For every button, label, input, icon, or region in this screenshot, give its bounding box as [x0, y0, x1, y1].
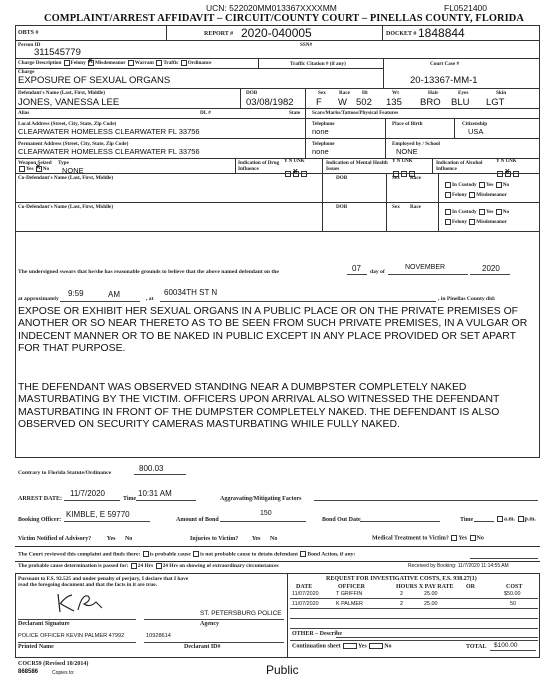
ordinance-checkbox[interactable]: [181, 60, 187, 66]
pm-label: p.m.: [524, 516, 536, 523]
local-address: CLEARWATER HOMELESS CLEARWATER FL 33756: [18, 127, 200, 136]
telephone-local: none: [312, 127, 329, 136]
ampm-checks: [496, 516, 536, 522]
medical-no-checkbox[interactable]: [470, 535, 476, 541]
form-id: 868586: [18, 669, 39, 675]
codefendant1-severity: [444, 192, 507, 198]
offense-ampm: AM: [108, 290, 120, 299]
obts-label: OBTS #: [18, 30, 39, 36]
costs-row-0-date: 11/07/2020: [292, 591, 319, 597]
perm-address: CLEARWATER HOMELESS CLEARWATER FL 33756: [18, 147, 200, 156]
hair-value: BRO: [420, 97, 441, 108]
drug-yn-header: Y N UNK: [284, 159, 305, 164]
charge-label: Charge: [18, 69, 35, 75]
codefendant2-no-label: No: [502, 209, 510, 216]
weapon-no-checkbox[interactable]: [36, 166, 42, 172]
medical-yes-checkbox[interactable]: [451, 535, 457, 541]
costs-row-0-officer: T GRIFFIN: [336, 591, 363, 597]
declarant-name: POLICE OFFICER KEVIN PALMER 47992: [18, 633, 125, 639]
costs-col-officer: OFFICER: [338, 584, 365, 590]
costs-row-1-cost: 50: [510, 601, 516, 607]
pob-label: Place of Birth: [392, 121, 423, 127]
statute-label: Contrary to Florida Statute/Ordinance: [18, 470, 112, 476]
defendant-name: JONES, VANESSA LEE: [18, 97, 120, 108]
weapon-checks: [18, 166, 49, 172]
offense-time: 9:59: [68, 289, 84, 298]
aggravating-label: Aggravating/Mitigating Factors: [220, 496, 302, 502]
codefendant2-felony-checkbox[interactable]: [445, 219, 451, 225]
costs-row-1-date: 11/07/2020: [292, 601, 319, 607]
codefendant2-yes-checkbox[interactable]: [479, 209, 485, 215]
court-review-label: The Court reviewed this complaint and finds there:: [18, 551, 141, 558]
codefendant2-custody-label: In Custody: [452, 209, 477, 216]
misdemeanor-label: Misdemeanor: [94, 60, 126, 67]
weapon-type-label: Type: [58, 160, 69, 166]
warrant-checkbox[interactable]: [128, 60, 134, 66]
ordinance-label: Ordinance: [187, 60, 212, 67]
codefendant2-severity: [444, 219, 507, 225]
no-probable-cause-label: is not probable cause to detain defendant: [200, 551, 298, 558]
continuation-row: [292, 643, 392, 649]
medical-row: [372, 535, 484, 541]
docket-label: DOCKET #: [386, 31, 417, 37]
injuries-row: [190, 536, 277, 542]
codefendant1-yes-checkbox[interactable]: [479, 182, 485, 188]
declarant-id-label: Declarant ID#: [184, 644, 221, 650]
costs-col-date: DATE: [296, 584, 313, 590]
felony-label: Felony: [70, 60, 86, 67]
codefendant2-dob-label: DOB: [336, 204, 348, 210]
race-label: Race: [339, 90, 350, 96]
codefendant2-name-label: Co-Defendant's Name (Last, First, Middle): [18, 204, 114, 210]
race-value: W: [338, 97, 347, 108]
bond-out-label: Bond Out Date: [322, 517, 361, 523]
state-label: State: [289, 110, 301, 116]
misdemeanor-checkbox[interactable]: [88, 60, 94, 66]
injuries-no: No: [270, 536, 278, 542]
weapon-yes-checkbox[interactable]: [19, 166, 25, 172]
weight-label: Wt: [392, 90, 399, 96]
codefendant1-yes-label: Yes: [485, 182, 494, 189]
victim-advisory-yes: Yes: [106, 536, 116, 542]
perm-address-label: Permanent Address (Street, City, State, Zip Code): [18, 141, 129, 147]
citizenship-value: USA: [468, 127, 484, 136]
county-text: , in Pinellas County did:: [438, 296, 496, 302]
traffic-label: Traffic: [163, 60, 179, 67]
continuation-no: No: [384, 643, 392, 650]
person-id-label: Person ID: [18, 42, 41, 48]
printed-name-label: Printed Name: [18, 644, 54, 650]
victim-advisory-label: Victim Notified of Advisory?: [18, 536, 92, 542]
sex-label: Sex: [318, 90, 326, 96]
telephone-perm: none: [312, 147, 329, 156]
booking-label: Booking Officer:: [18, 517, 62, 523]
bond-amount: 150: [260, 510, 272, 517]
citizenship-label: Citizenship: [462, 121, 488, 127]
perjury-text-1: Pursuant to F.S. 92.525 and under penalty of perjury, I declare that I have: [18, 576, 189, 582]
alcohol-influence-label: Indication of Alcohol Influence: [436, 160, 483, 172]
skin-label: Skin: [496, 90, 507, 96]
other-label: OTHER – Describe: [292, 631, 342, 637]
approx-label: at approximately: [18, 296, 59, 302]
at-label: , at: [146, 296, 154, 302]
probable-cause-checkbox[interactable]: [143, 551, 149, 557]
telephone-label: Telephone: [312, 121, 335, 127]
am-label: a.m.: [504, 516, 515, 523]
booking-officer: KIMBLE, E 59770: [66, 510, 130, 519]
scars-label: Scars/Marks/Tattoos/Physical Features: [312, 110, 399, 116]
total-label: TOTAL: [466, 644, 487, 650]
copies-label: Copies to:: [52, 670, 75, 676]
traffic-citation-label: Traffic Citation # (if any): [290, 61, 346, 67]
costs-col-or: OR: [466, 584, 475, 590]
hrs24-ext-checkbox[interactable]: [156, 563, 162, 569]
public-label: Public: [266, 663, 299, 677]
hrs24-ext-label: 24 Hrs on showing of extraordinary circumstances: [162, 563, 279, 570]
drug-checks: [284, 165, 308, 183]
codefendant2-race-label: Race: [410, 204, 421, 210]
costs-row-1-hours: 2: [400, 601, 403, 607]
perjury-text-2: read the foregoing document and that the facts in it are true.: [18, 582, 157, 588]
costs-row-0-rate: 25.00: [424, 591, 438, 597]
probable-cause-label: is probable cause: [149, 551, 191, 558]
dob-value: 03/08/1982: [246, 97, 294, 108]
narrative-statute: EXPOSE OR EXHIBIT HER SEXUAL ORGANS IN A PUBLIC PLACE OR ON THE PRIVATE PREMISES OF ANOTHER OR SO NEAR THERETO AS TO BE SEEN FROM SUCH PRIVATE PREMISES, IN A VULGAR OR INDECENT MANNER OR TO BE NAKED IN PUBLIC EXCEPT IN ANY PLACE PROVIDED OR SET APART FOR THAT PURPOSE.: [18, 306, 528, 355]
mental-yn-header: Y N UNK: [392, 159, 413, 164]
affidavit-day: 07: [352, 264, 361, 273]
codefendant1-no-label: No: [502, 182, 510, 189]
weapon-label: Weapon Seized: [18, 160, 52, 166]
sex-value: F: [316, 97, 322, 108]
court-case-label: Court Case #: [430, 61, 460, 67]
court-case-value: 20-13367-MM-1: [410, 75, 478, 86]
dob-label: DOB: [246, 90, 258, 96]
weapon-no-label: No: [42, 166, 50, 173]
docket-number: 1848844: [418, 26, 465, 40]
report-label: REPORT #: [204, 31, 234, 37]
determination-row: [18, 563, 279, 569]
court-review-row: [18, 551, 355, 557]
codefendant2-no-checkbox[interactable]: [496, 209, 502, 215]
bond-action-checkbox[interactable]: [300, 551, 306, 557]
employed-label: Employed by / School: [392, 141, 440, 147]
pm-checkbox[interactable]: [518, 516, 524, 522]
local-address-label: Local Address (Street, City, State, Zip Code): [18, 121, 117, 127]
continuation-yes-checkbox[interactable]: [343, 643, 357, 649]
victim-advisory-no: No: [124, 536, 133, 542]
codefendant1-no-checkbox[interactable]: [496, 182, 502, 188]
continuation-label: Continuation sheet: [292, 643, 341, 650]
codefendant2-misd-label: Misdemeanor: [476, 219, 507, 226]
medical-no: No: [476, 535, 484, 542]
height-value: 502: [356, 97, 372, 108]
medical-yes: Yes: [458, 535, 467, 542]
alcohol-yn-header: Y N UNK: [496, 159, 517, 164]
codefendant2-misd-checkbox[interactable]: [469, 219, 475, 225]
costs-col-cost: COST: [506, 584, 523, 590]
codefendant2-yes-label: Yes: [485, 209, 494, 216]
no-probable-cause-checkbox[interactable]: [193, 551, 199, 557]
bond-label: Amount of Bond: [176, 517, 219, 523]
felony-checkbox[interactable]: [64, 60, 70, 66]
weight-value: 135: [386, 97, 402, 108]
arrest-date-label: ARREST DATE:: [18, 496, 62, 502]
charge-desc-row: [18, 60, 211, 66]
arrest-time-label: Time: [123, 496, 137, 502]
alias-label: Alias: [18, 110, 30, 116]
codefendant2-custody: [444, 209, 509, 215]
sworn-text: The undersigned swears that he/she has reasonable grounds to believe that the above named defendant on the: [18, 269, 279, 275]
offense-location: 60034TH ST N: [164, 288, 218, 297]
costs-col-hours: HOURS X PAY RATE: [396, 584, 454, 590]
codefendant1-dob-label: DOB: [336, 175, 348, 181]
received-by-booking: Received by Booking: 11/7/2020 11:14:55 AM: [408, 563, 509, 569]
height-label: Ht: [362, 90, 368, 96]
drug-influence-label: Indication of Drug Influence: [238, 160, 280, 172]
bond-action-label: Bond Action, if any:: [307, 551, 356, 558]
costs-row-1-rate: 25.00: [424, 601, 438, 607]
report-number: 2020-040005: [241, 26, 312, 40]
telephone-perm-label: Telephone: [312, 141, 335, 147]
declarant-signature: [52, 590, 112, 616]
mental-health-label: Indication of Mental Health Issues: [326, 160, 388, 172]
hrs24-checkbox[interactable]: [131, 563, 137, 569]
codefendant1-felony-checkbox[interactable]: [445, 192, 451, 198]
costs-title: REQUEST FOR INVESTIGATIVE COSTS, F.S. 938.27(1): [326, 576, 477, 582]
codefendant1-custody-label: In Custody: [452, 182, 477, 189]
codefendant1-misd-label: Misdemeanor: [476, 192, 507, 199]
affidavit-month: NOVEMBER: [405, 264, 446, 271]
codefendant2-felony-label: Felony: [452, 219, 467, 226]
weapon-type: NONE: [62, 166, 84, 175]
eyes-label: Eyes: [458, 90, 469, 96]
medical-label: Medical Treatment to Victim?: [372, 535, 449, 542]
continuation-no-checkbox[interactable]: [369, 643, 383, 649]
codefendant1-custody: [444, 182, 509, 188]
hair-label: Hair: [428, 90, 439, 96]
agency-label: Agency: [200, 621, 219, 627]
codefendant1-custody-checkbox[interactable]: [445, 182, 451, 188]
eyes-value: BLU: [451, 97, 470, 108]
determination-label: The probable cause determination is passed for:: [18, 563, 129, 570]
fl-code: FL0521400: [444, 3, 488, 13]
agency-value: ST. PETERSBURG POLICE: [200, 610, 282, 617]
weapon-yes-label: Yes: [26, 166, 34, 173]
ssn-label: SSN#: [300, 42, 313, 48]
costs-row-0-hours: 2: [400, 591, 403, 597]
hrs24-label: 24 Hrs: [137, 563, 154, 570]
affidavit-year: 2020: [482, 264, 500, 273]
codefendant1-felony-label: Felony: [452, 192, 467, 199]
traffic-checkbox[interactable]: [156, 60, 162, 66]
skin-value: LGT: [486, 97, 505, 108]
dl-label: DL #: [200, 110, 211, 116]
day-of-label: day of: [370, 269, 385, 275]
form-title: COMPLAINT/ARREST AFFIDAVIT – CIRCUIT/COUNTY COURT – PINELLAS COUNTY, FLORIDA: [44, 13, 524, 24]
codefendant1-sex-label: Sex: [392, 175, 400, 181]
employed-value: NONE: [396, 147, 418, 156]
warrant-label: Warrant: [134, 60, 155, 67]
injuries-yes: Yes: [251, 536, 261, 542]
costs-row-0-cost: $50.00: [504, 591, 521, 597]
ucn-number: UCN: 522020MM013367XXXXMM: [206, 3, 337, 13]
codefendant1-misd-checkbox[interactable]: [469, 192, 475, 198]
charge-desc-label: Charge Description: [18, 60, 62, 67]
form-code: COCR59 (Revised 10/2014): [18, 661, 89, 667]
total-value: $100.00: [494, 642, 518, 649]
am-checkbox[interactable]: [497, 516, 503, 522]
declarant-id: 10928614: [146, 633, 171, 639]
codefendant1-name-label: Co-Defendant's Name (Last, First, Middle): [18, 175, 114, 181]
person-id: 311545779: [34, 47, 81, 58]
injuries-label: Injuries to Victim?: [190, 536, 239, 542]
arrest-time: 10:31 AM: [138, 489, 172, 498]
statute-value: 800.03: [139, 464, 164, 473]
costs-row-1-officer: K PALMER: [336, 601, 363, 607]
codefendant2-custody-checkbox[interactable]: [445, 209, 451, 215]
bond-time-label: Time: [460, 517, 474, 523]
codefendant2-sex-label: Sex: [392, 204, 400, 210]
declarant-sig-label: Declarant Signature: [18, 621, 70, 627]
charge-value: EXPOSURE OF SEXUAL ORGANS: [18, 75, 171, 86]
codefendant1-race-label: Race: [410, 175, 421, 181]
victim-advisory-row: [18, 536, 132, 542]
alcohol-checks: [496, 165, 520, 183]
arrest-date: 11/7/2020: [70, 489, 105, 498]
narrative-facts: THE DEFENDANT WAS OBSERVED STANDING NEAR A DUMBPSTER COMPLETELY NAKED MASTURBATING BY THE VICTIM. OFFICERS UPON ARRIVAL ALSO WITNESSED THE DEFENDANT MASTURBATING IN FRONT OF THE DUMPSTER COMPLETELY NAKED. THE DEFENDANT IS ALSO OBSERVED ON SECURITY CAMERAS MASTURBATING WHILE FULLY NAKED.: [18, 382, 500, 431]
defendant-name-label: Defendant's Name (Last, First, Middle): [18, 90, 106, 96]
continuation-yes: Yes: [358, 643, 367, 650]
